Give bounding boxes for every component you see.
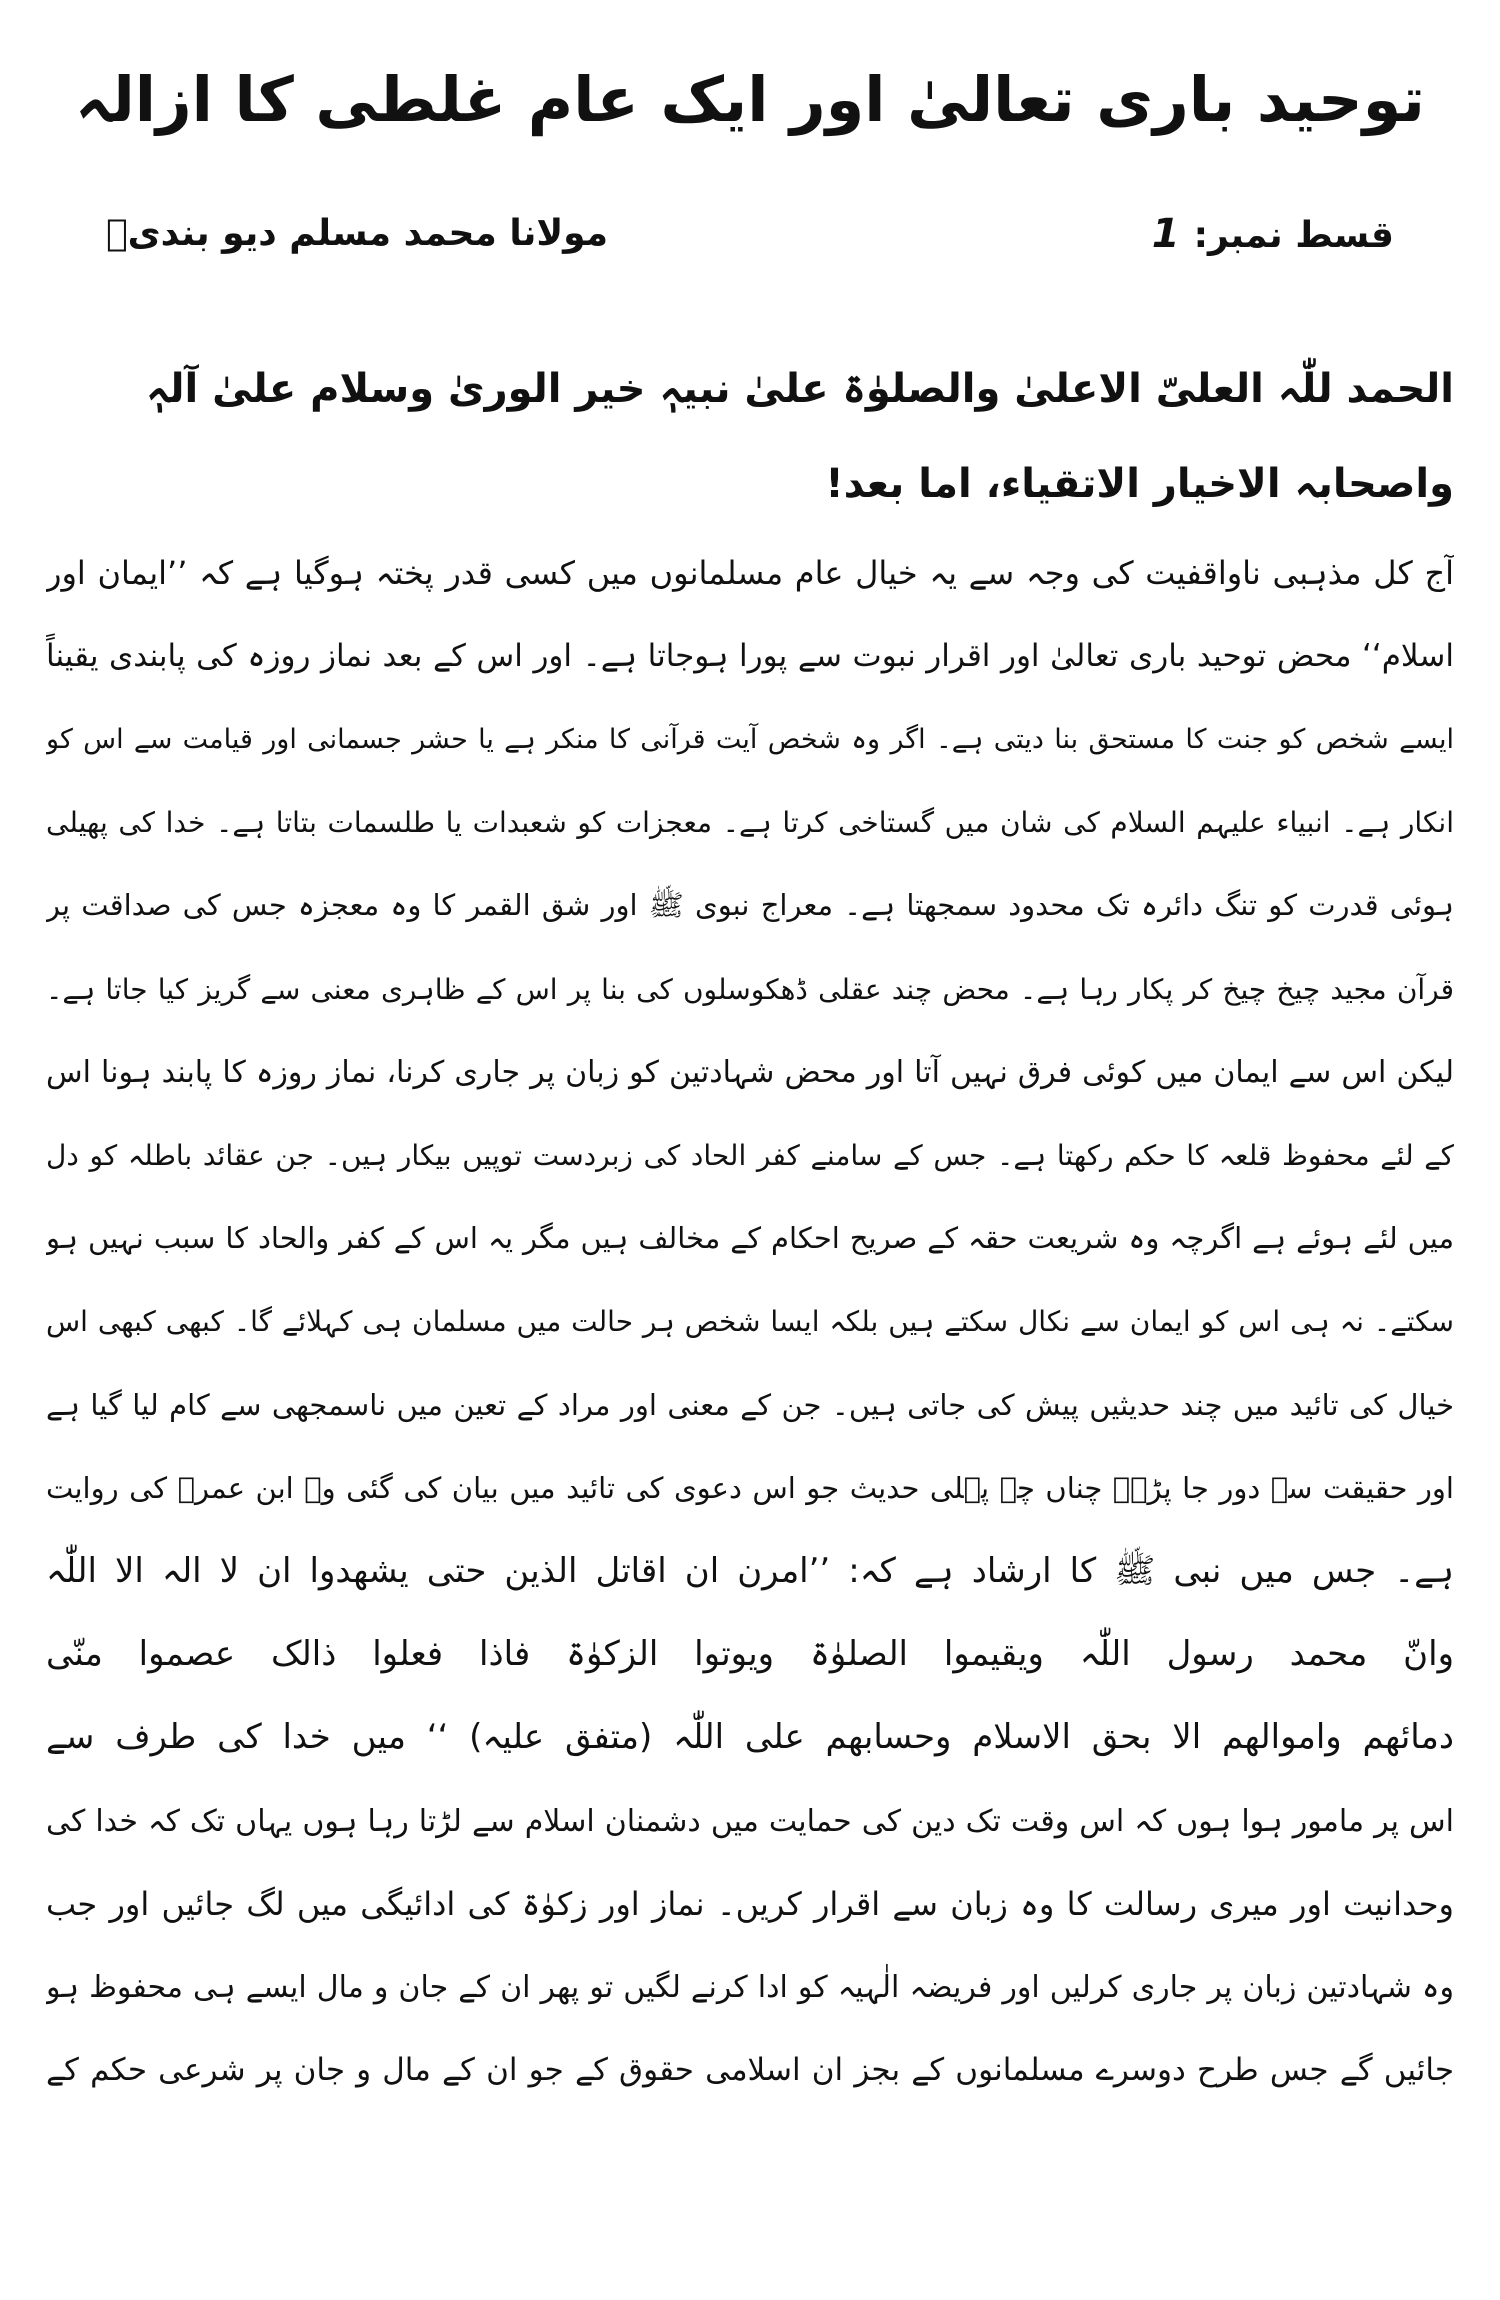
body-line: جائیں گے جس طرح دوسرے مسلمانوں کے بجز ان اسلامی حقوق کے جو ان کے مال و جان پر شرعی حکم کے <box>46 2052 1454 2089</box>
body-line: قرآن مجید چیخ چیخ کر پکار رہا ہے۔ محض چند عقلی ڈھکوسلوں کی بنا پر اس کے ظاہری معنی سے گریز کیا جاتا ہے۔ <box>46 972 1454 1006</box>
body-line: اسلام‘‘ محض توحید باری تعالیٰ اور اقرار نبوت سے پورا ہوجاتا ہے۔ اور اس کے بعد نماز روزہ کی پابندی یقیناً <box>46 637 1454 674</box>
body-line: دمائھم واموالھم الا بحق الاسلام وحسابھم علی اللّٰہ (متفق علیہ) ‘‘ میں خدا کی طرف سے <box>46 1717 1454 1758</box>
body-line: وحدانیت اور میری رسالت کا وہ زبان سے اقرار کریں۔ نماز اور زکوٰۃ کی ادائیگی میں لگ جائیں اور جب <box>46 1884 1454 1923</box>
body-line: لیکن اس سے ایمان میں کوئی فرق نہیں آتا اور محض شہادتین کو زبان پر جاری کرنا، نماز روزہ کا پابند ہونا اس <box>46 1054 1454 1090</box>
opening-invocation <box>46 342 1454 532</box>
body-line: اور حقیقت سے دور جا پڑے۔ چناں چہ پہلی حدیث جو اس دعوی کی تائید میں بیان کی گئی وہ ابن عمرؓ کی روایت <box>46 1470 1454 1505</box>
body-line: خیال کی تائید میں چند حدیثیں پیش کی جاتی ہیں۔ جن کے معنی اور مراد کے تعین میں ناسمجھی سے کام لیا گیا ہے <box>46 1387 1454 1422</box>
article-title: توحید باری تعالیٰ اور ایک عام غلطی کا ازالہ <box>75 63 1425 136</box>
byline-row <box>106 211 1394 257</box>
body-line: ایسے شخص کو جنت کا مستحق بنا دیتی ہے۔ اگر وہ شخص آیت قرآنی کا منکر ہے یا حشر جسمانی اور قیامت سے اس کو <box>46 724 1454 755</box>
body-line: وہ شہادتین زبان پر جاری کرلیں اور فریضہ الٰہیہ کو ادا کرنے لگیں تو پھر ان کے جان و مال ایسے ہی محفوظ ہو <box>46 1970 1454 2006</box>
body-line: آج کل مذہبی ناواقفیت کی وجہ سے یہ خیال عام مسلمانوں میں کسی قدر پختہ ہوگیا ہے کہ ’’ایمان اور <box>46 553 1454 592</box>
body-line: وانّ محمد رسول اللّٰہ ویقیموا الصلوٰۃ ویوتوا الزکوٰۃ فاذا فعلوا ذالک عصموا منّی <box>46 1634 1454 1675</box>
body-line: کے لئے محفوظ قلعہ کا حکم رکھتا ہے۔ جس کے سامنے کفر الحاد کی زبردست توپیں بیکار ہیں۔ جن عقائد باطلہ کو دل <box>46 1139 1454 1173</box>
body-line: ہے۔ جس میں نبی ﷺ کا ارشاد ہے کہ: ’’امرن ان اقاتل الذین حتی یشھدوا ان لا الہ الا اللّٰہ <box>46 1551 1454 1592</box>
episode-number: 1 <box>1151 210 1180 257</box>
episode-info <box>1152 211 1394 257</box>
opening-line: واصحابہ الاخیار الاتقیاء، اما بعد! <box>825 460 1454 507</box>
article-body <box>46 532 1454 2113</box>
body-line: اس پر مامور ہوا ہوں کہ اس وقت تک دین کی حمایت میں دشمنان اسلام سے لڑتا رہا ہوں یہاں تک کہ خدا کی <box>46 1803 1454 1839</box>
body-line: سکتے۔ نہ ہی اس کو ایمان سے نکال سکتے ہیں بلکہ ایسا شخص ہر حالت میں مسلمان ہی کہلائے گا۔ کبھی کبھی اس <box>46 1305 1454 1339</box>
episode-label: قسط نمبر: <box>1193 214 1394 256</box>
body-line: انکار ہے۔ انبیاء علیہم السلام کی شان میں گستاخی کرتا ہے۔ معجزات کو شعبدات یا طلسمات بتاتا ہے۔ خدا کی پھیلی <box>46 806 1454 840</box>
opening-line: الحمد للّٰہ العلیّ الاعلیٰ والصلوٰۃ علیٰ نبیہٖ خیر الوریٰ وسلام علیٰ آلہٖ <box>146 365 1454 412</box>
body-line: میں لئے ہوئے ہے اگرچہ وہ شریعت حقہ کے صریح احکام کے مخالف ہیں مگر یہ اس کے کفر والحاد کا سبب نہیں ہو <box>46 1221 1454 1256</box>
body-line: ہوئی قدرت کو تنگ دائرہ تک محدود سمجھتا ہے۔ معراج نبوی ﷺ اور شق القمر کا وہ معجزہ جس کی صداقت پر <box>46 888 1454 923</box>
author-name: مولانا محمد مسلم دیو بندیؒ <box>106 213 609 255</box>
